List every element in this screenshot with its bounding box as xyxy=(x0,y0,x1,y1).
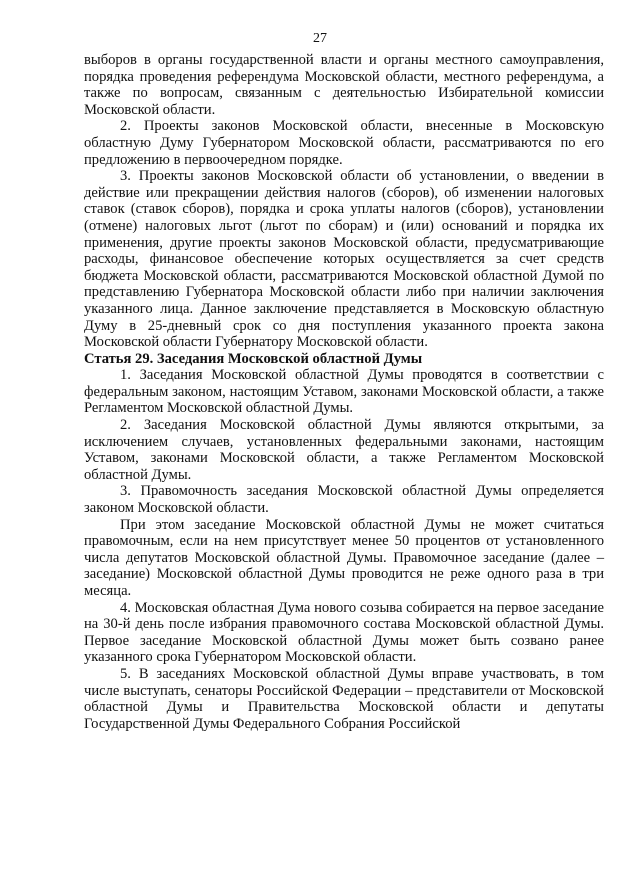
paragraph: 1. Заседания Московской областной Думы проводятся в соответствии с федеральным законом, настоящим Уставом, законами Московской области, а также Регламентом Московской областной Думы. xyxy=(84,367,604,417)
paragraph: 3. Правомочность заседания Московской областной Думы определяется законом Московской области. xyxy=(84,483,604,517)
paragraph: 3. Проекты законов Московской области об установлении, о введении в действие или прекращении действия налогов (сборов), об изменении налоговых ставок (ставок сборов), порядка и срока уплаты налогов (сборов), установлении (отмене) налоговых льгот (льгот по сборам) и (или) оснований и порядка их применения, другие проекты законов Московской области, предусматривающие расходы, финансовое обеспечение которых осуществляется за счет средств бюджета Московской области, рассматриваются Московской областной Думой по представлению Губернатора Московской области либо при наличии заключения указанного лица. Данное заключение представляется в Московскую областную Думу в 25-дневный срок со дня поступления указанного проекта закона Московской области Губернатору Московской области. xyxy=(84,168,604,351)
paragraph: 2. Проекты законов Московской области, внесенные в Московскую областную Думу Губернатором Московской области, рассматриваются по его предложению в первоочередном порядке. xyxy=(84,118,604,168)
page-number: 27 xyxy=(313,31,327,46)
paragraph: При этом заседание Московской областной Думы не может считаться правомочным, если на нем присутствует менее 50 процентов от установленного числа депутатов Московской областной Думы. Правомочное заседание (далее – заседание) Московской областной Думы проводится не реже одного раза в три месяца. xyxy=(84,516,604,599)
article-heading: Статья 29. Заседания Московской областной Думы xyxy=(84,350,423,367)
paragraph: 5. В заседаниях Московской областной Думы вправе участвовать, в том числе выступать, сенаторы Российской Федерации – представители от Московской областной Думы и Правительства Московской области и депутаты Государственной Думы Федерального Собрания Российской xyxy=(84,665,604,732)
paragraph: 4. Московская областная Дума нового созыва собирается на первое заседание на 30-й день после избрания правомочного состава Московской областной Думы. Первое заседание Московской областной Думы может быть созвано ранее указанного срока Губернатором Московской области. xyxy=(84,599,604,666)
paragraph-continuation: выборов в органы государственной власти и органы местного самоуправления, порядка проведения референдума Московской области, местного референдума, а также по вопросам, связанным с деятельностью Избирательной комиссии Московской области. xyxy=(84,52,604,118)
document-body xyxy=(84,52,604,732)
paragraph: 2. Заседания Московской областной Думы являются открытыми, за исключением случаев, установленных федеральными законами, настоящим Уставом, законами Московской области, а также Регламентом Московской областной Думы. xyxy=(84,417,604,483)
